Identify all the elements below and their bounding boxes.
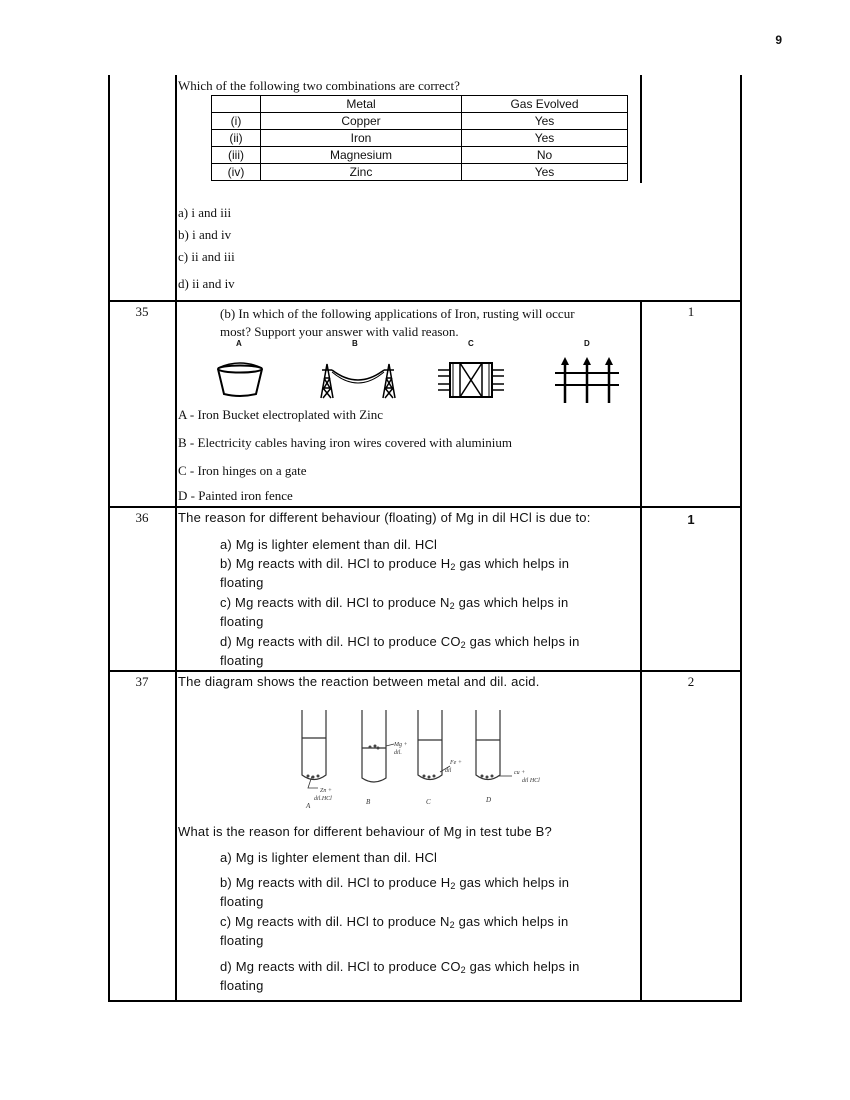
table-row [212,164,628,181]
table-row [212,130,628,147]
svg-text:dil.: dil. [394,750,402,756]
table-header-cell [212,96,261,113]
table-border-bottom [108,1000,742,1002]
q37-option-c: c) Mg reacts with dil. HCl to produce $N_2$ gas which helps in [220,914,569,930]
q35-option-d: D - Painted iron fence [178,488,293,503]
q35-prompt-line1: (b) In which of the following applications of Iron, rusting will occur [220,306,575,321]
q34-prompt: Which of the following two combinations are correct? [178,78,460,93]
table-cell: (i) [212,113,261,130]
svg-text:dil.HCl: dil.HCl [314,796,332,802]
table-cell: (iii) [212,147,261,164]
figure-label-c: C [468,339,474,348]
svg-text:Fe +: Fe + [450,760,462,766]
q37-number: 37 [135,674,149,689]
table-row [212,113,628,130]
table-header-metal: Metal [261,96,462,113]
svg-text:Mg +: Mg + [394,742,408,748]
tube-label-a: A [306,802,311,810]
q34-option-a: a) i and iii [178,205,232,220]
tube-label-d: D [486,796,492,804]
table-divider-marks-top [640,75,642,183]
q36-option-d-cont: floating [220,653,264,668]
row-divider-35 [108,300,742,302]
test-tubes-diagram [290,700,560,815]
table-cell: Yes [462,130,628,147]
table-border-left [108,75,110,1002]
q35-marks: 1 [687,304,695,319]
q35-option-b: B - Electricity cables having iron wires covered with aluminium [178,435,512,450]
q36-number: 36 [135,510,149,525]
gate-icon [438,360,504,400]
q36-option-c-cont: floating [220,614,264,629]
q36-option-c: c) Mg reacts with dil. HCl to produce $N_2$ gas which helps in [220,595,569,611]
q37-option-b-cont: floating [220,894,264,909]
bucket-icon [214,360,266,400]
q37-prompt: The diagram shows the reaction between metal and dil. acid. [178,674,540,689]
q37-question: What is the reason for different behaviour of Mg in test tube B? [178,824,552,839]
fence-icon [553,355,621,405]
q37-option-b: b) Mg reacts with dil. HCl to produce $H_2$ gas which helps in [220,875,570,891]
q37-option-c-cont: floating [220,933,264,948]
table-cell: Yes [462,113,628,130]
table-cell: No [462,147,628,164]
svg-text:dil: dil [445,768,452,774]
q36-option-d: d) Mg reacts with dil. HCl to produce $CO_2$ gas which helps in [220,634,580,650]
table-cell: Magnesium [261,147,462,164]
q35-number: 35 [135,304,149,319]
figure-label-a: A [236,339,242,348]
row-divider-36 [108,506,742,508]
electric-pylon-icon [315,360,401,400]
q34-option-b: b) i and iv [178,227,232,242]
table-cell: Yes [462,164,628,181]
row-divider-37 [108,670,742,672]
tube-label-c: C [426,798,431,806]
table-header-gas: Gas Evolved [462,96,628,113]
table-row [212,147,628,164]
q36-option-a: a) Mg is lighter element than dil. HCl [220,537,438,552]
q36-marks: 1 [687,512,695,527]
table-cell: (ii) [212,130,261,147]
table-cell: Copper [261,113,462,130]
metal-gas-table [211,95,628,181]
q37-option-d: d) Mg reacts with dil. HCl to produce $CO_2$ gas which helps in [220,959,580,975]
table-divider-question [175,75,177,1002]
svg-text:cu +: cu + [514,770,526,776]
svg-text:dil HCl: dil HCl [522,778,540,784]
table-divider-marks [640,300,642,1002]
q35-prompt-line2: most? Support your answer with valid reason. [220,324,459,339]
tube-label-b: B [366,798,371,806]
q36-option-b-cont: floating [220,575,264,590]
q34-option-c: c) ii and iii [178,249,235,264]
svg-text:Zn +: Zn + [320,788,332,794]
q37-marks: 2 [687,674,695,689]
table-cell: Iron [261,130,462,147]
table-header-row [212,96,628,113]
q37-option-a: a) Mg is lighter element than dil. HCl [220,850,438,865]
table-border-right [740,75,742,1002]
q34-option-d: d) ii and iv [178,276,235,291]
table-cell: Zinc [261,164,462,181]
q35-option-c: C - Iron hinges on a gate [178,463,307,478]
figure-label-d: D [584,339,590,348]
q36-prompt: The reason for different behaviour (floating) of Mg in dil HCl is due to: [178,510,591,525]
q37-option-d-cont: floating [220,978,264,993]
page-number: 9 [775,33,782,47]
table-cell: (iv) [212,164,261,181]
q36-option-b: b) Mg reacts with dil. HCl to produce $H_2$ gas which helps in [220,556,570,572]
q35-option-a: A - Iron Bucket electroplated with Zinc [178,407,384,422]
figure-label-b: B [352,339,358,348]
